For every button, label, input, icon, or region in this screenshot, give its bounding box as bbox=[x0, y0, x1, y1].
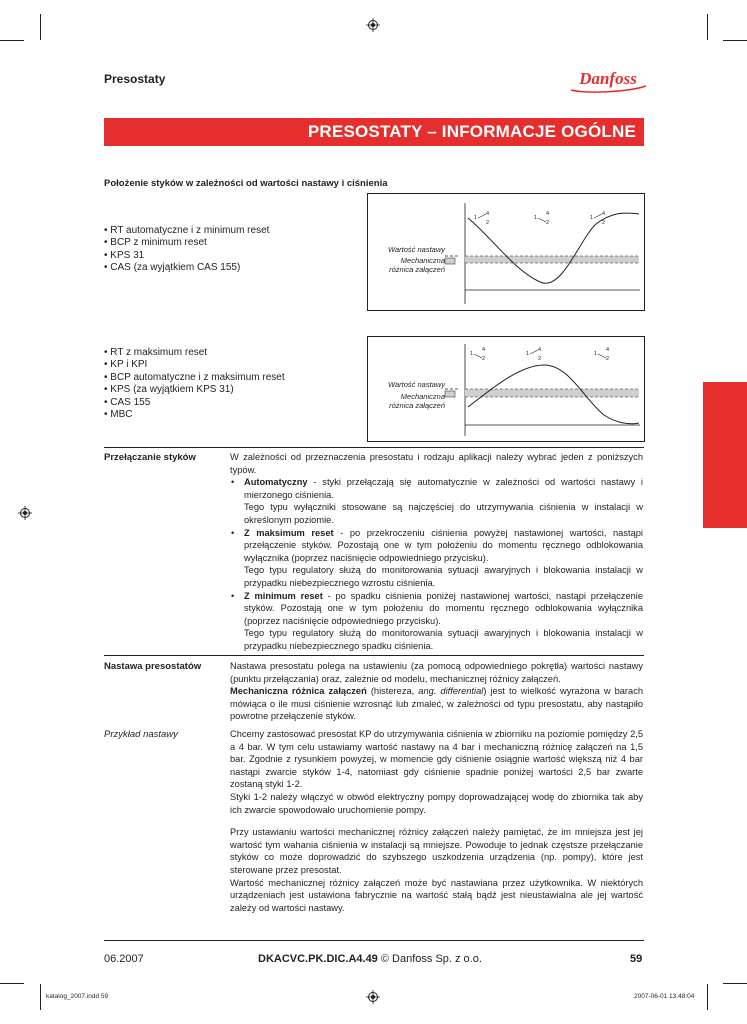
differential-label: Mechaniczna różnica załączeń bbox=[389, 392, 445, 410]
crop-mark bbox=[0, 40, 24, 41]
list-item: • KPS (za wyjątkiem KPS 31) bbox=[104, 384, 234, 396]
crop-mark bbox=[723, 983, 747, 984]
term: Automatyczny bbox=[244, 477, 308, 488]
svg-text:1: 1 bbox=[534, 215, 538, 221]
section-heading: Położenie styków w zależności od wartości nastawy i ciśnienia bbox=[104, 178, 388, 189]
list-item: • CAS 155 bbox=[104, 396, 151, 408]
bullet-list-group-1 bbox=[104, 225, 269, 275]
danfoss-logo bbox=[568, 64, 648, 94]
list-item: • KP i KPI bbox=[104, 359, 148, 371]
slug-right: 2007-06-01 13:48:04 bbox=[634, 993, 695, 1000]
page-number: 59 bbox=[630, 953, 643, 965]
contact-diagram-1 bbox=[367, 193, 645, 311]
note: Tego typu regulatory służą do monitorowania sytuacji awaryjnych i blokowania instalacji w przypadku niebezpiecznego spadku ciśnienia. bbox=[244, 628, 643, 651]
section-divider bbox=[104, 655, 644, 656]
switching-label: Przełączanie styków bbox=[104, 452, 196, 463]
svg-text:4: 4 bbox=[606, 347, 610, 353]
list-item: • BCP automatyczne i z maksimum reset bbox=[104, 371, 285, 383]
example-paragraph: Styki 1-2 należy włączyć w obwód elektryczny pompy doprowadzającej wodę do zbiornika tak aby ich zwarcie spowodowało uruchomienie pompy. bbox=[230, 791, 643, 815]
list-item: • BCP z minimum reset bbox=[104, 237, 207, 249]
svg-text:2: 2 bbox=[486, 220, 490, 226]
example-label: Przykład nastawy bbox=[104, 729, 178, 740]
section-divider bbox=[104, 447, 644, 448]
slug-left: katalog_2007.indd 59 bbox=[46, 993, 109, 1000]
term: Z minimum reset bbox=[244, 590, 323, 601]
svg-text:2: 2 bbox=[602, 220, 606, 226]
svg-text:1: 1 bbox=[470, 351, 474, 357]
section-side-tab bbox=[703, 382, 747, 528]
setting-paragraph: Mechaniczna różnica załączeń (histereza, ang. differential) jest to wielkość wyrażona w barach mówiąca o ile musi ciśnienie wzrosnąć lub zmaleć, w zależności od typu presostatu, aby nastąpiło powrotne przełączenie styków. bbox=[230, 686, 644, 722]
example-paragraph: Wartość mechanicznej różnicy załączeń może być nastawiana przez użytkownika. W niektórych urządzeniach jest ustawiona fabrycznie na wartość stałą bądź jest nieustawialna ale jej wartość zależy od wartości nastawy. bbox=[230, 877, 643, 913]
switching-text bbox=[230, 451, 643, 653]
contact-diagram-2 bbox=[367, 336, 645, 442]
crop-mark bbox=[40, 14, 41, 40]
example-paragraph: Chcemy zastosować presostat KP do utrzymywania ciśnienia w zbiorniku na poziomie pomiędzy 2,5 a 4 bar. W tym celu ustawiamy wartość nastawy na 4 bar i mechaniczną różnicę załączeń na 1,5 bar. Zgodnie z rysunkiem powyżej, w momencie gdy ciśnienie osiągnie wartość większą niż 4 bar nastąpi zwarcie styków 1-4, natomiast gdy ciśnienie spadnie poniżej wartości 2,5 bar zwarte zostaną styki 1-2. bbox=[230, 729, 643, 790]
note: Tego typu regulatory służą do monitorowania sytuacji awaryjnych i blokowania instalacji w przypadku niebezpiecznego wzrostu ciśnienia. bbox=[244, 565, 643, 588]
crop-mark bbox=[707, 984, 708, 1010]
svg-text:1: 1 bbox=[594, 351, 598, 357]
list-item: • RT automatyczne i z minimum reset bbox=[104, 225, 270, 236]
svg-text:4: 4 bbox=[482, 347, 486, 353]
registration-mark-icon bbox=[366, 990, 380, 1004]
svg-text:1: 1 bbox=[526, 351, 530, 357]
svg-text:4: 4 bbox=[486, 211, 490, 217]
note: Tego typu wyłączniki stosowane są najczęściej do utrzymywania ciśnienia w instalacji w określonym poziomie. bbox=[244, 502, 643, 525]
list-item: • RT z maksimum reset bbox=[104, 347, 208, 358]
svg-text:1: 1 bbox=[474, 215, 478, 221]
crop-mark bbox=[40, 984, 41, 1010]
differential-label: Mechaniczna różnica załączeń bbox=[389, 256, 445, 274]
example-paragraph: Przy ustawianiu wartości mechanicznej różnicy załączeń należy pamiętać, że im mniejsza jest jej wartość tym wahania ciśnienia w instalacji są mniejsze. Powoduje to jednak częstsze przełączanie styków co może doprowadzić do szybszego uszkodzenia urządzenia (np. pompy), które jest sterowane przez presostat. bbox=[230, 827, 643, 875]
list-item: • Z minimum reset - po spadku ciśnienia poniżej nastawionej wartości, nastąpi przełączenie styków. Pozostają one w tym położeniu do momentu ręcznego odblokowania wyłącznika (poprzez naciśnięcie odpowiedniego przycisku). Tego typu regulatory służą do monitorowania sytuacji awaryjnych i blokowania instalacji w przypadku niebezpiecznego spadku ciśnienia. bbox=[231, 590, 643, 651]
banner-title: PRESOSTATY – INFORMACJE OGÓLNE bbox=[307, 122, 636, 141]
crop-mark bbox=[723, 40, 747, 41]
list-item: • MBC bbox=[104, 409, 133, 421]
crop-mark bbox=[707, 14, 708, 40]
switching-intro: W zależności od przeznaczenia presostatu i rodzaju aplikacji należy wybrać jeden z poniższych typów. bbox=[230, 452, 643, 475]
page-header-title: Presostaty bbox=[104, 72, 166, 86]
example-text bbox=[230, 728, 643, 914]
registration-mark-icon bbox=[366, 18, 380, 32]
svg-text:2: 2 bbox=[606, 356, 610, 362]
bullet-list-group-2 bbox=[104, 347, 285, 421]
list-item: • KPS 31 bbox=[104, 249, 145, 261]
term: Z maksimum reset bbox=[244, 527, 334, 538]
svg-text:2: 2 bbox=[546, 220, 550, 226]
crop-mark bbox=[0, 983, 24, 984]
svg-text:4: 4 bbox=[602, 211, 606, 217]
section-banner bbox=[104, 118, 644, 146]
pressure-curve-diagram bbox=[444, 341, 642, 439]
registration-mark-icon bbox=[18, 506, 32, 520]
logo-text: Danfoss bbox=[579, 69, 637, 88]
svg-text:4: 4 bbox=[546, 211, 550, 217]
footer-code: DKACVC.PK.DIC.A4.49 © Danfoss Sp. z o.o. bbox=[258, 953, 482, 965]
pressure-curve-diagram bbox=[444, 200, 642, 308]
footer-divider bbox=[104, 940, 644, 941]
list-item: • Z maksimum reset - po przekroczeniu ciśnienia powyżej nastawionej wartości, nastąpi przełączenie styków. Pozostają one w tym położeniu do momentu ręcznego odblokowania wyłącznika (poprzez naciśnięcie odpowiedniego przycisku). Tego typu regulatory służą do monitorowania sytuacji awaryjnych i blokowania instalacji w przypadku niebezpiecznego wzrostu ciśnienia. bbox=[231, 527, 643, 588]
list-item: • Automatyczny - styki przełączają się automatycznie w zależności od wartości nastawy i mierzonego ciśnienia. Tego typu wyłączniki stosowane są najczęściej do utrzymywania ciśnienia w instalacji w określonym poziomie. bbox=[231, 477, 643, 525]
setpoint-label: Wartość nastawy bbox=[388, 380, 445, 389]
setpoint-label: Wartość nastawy bbox=[388, 245, 445, 254]
setting-paragraph: Nastawa presostatu polega na ustawieniu (za pomocą odpowiedniego pokrętła) wartości nastawy (punktu przełączania) oraz, zależnie od modelu, mechanicznej różnicy załączeń. bbox=[230, 661, 643, 684]
svg-text:4: 4 bbox=[538, 347, 542, 353]
setting-text bbox=[230, 660, 643, 723]
list-item: • CAS (za wyjątkiem CAS 155) bbox=[104, 262, 241, 274]
svg-text:1: 1 bbox=[590, 215, 594, 221]
svg-text:2: 2 bbox=[482, 356, 486, 362]
svg-text:2: 2 bbox=[538, 356, 542, 362]
setting-label: Nastawa presostatów bbox=[104, 661, 202, 672]
footer-date: 06.2007 bbox=[104, 953, 144, 965]
